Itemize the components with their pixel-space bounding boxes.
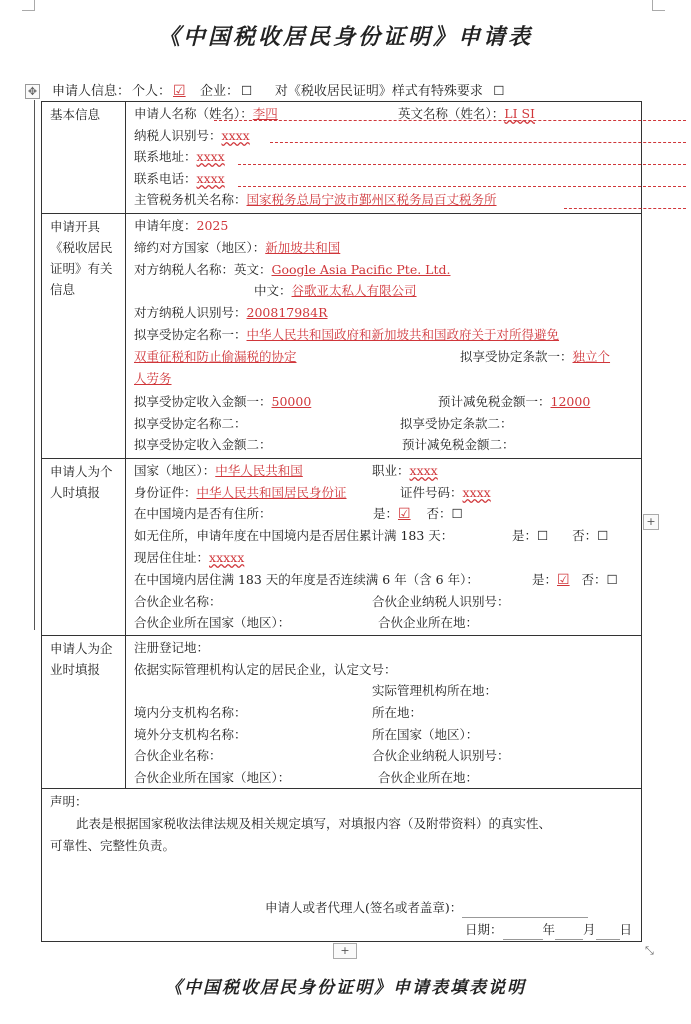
ent-partner-country-label: 合伙企业所在国家（地区）： [134, 770, 291, 785]
day-unit: 日 [619, 922, 633, 937]
phone-line [134, 169, 225, 189]
applicant-info-row [52, 80, 506, 99]
article1-value-b[interactable]: 人劳务 [134, 371, 172, 386]
tax-id-value[interactable]: xxxx [221, 128, 250, 143]
residence-no-label: 否： [426, 506, 452, 521]
date-year-field[interactable] [503, 919, 543, 940]
address-value[interactable]: xxxx [196, 149, 225, 164]
treaty-country-line [134, 238, 340, 258]
enterprise-section [42, 636, 641, 789]
individual-label: 申请人为个人时填报 [42, 459, 126, 635]
income1-line [134, 392, 311, 412]
date-day-field[interactable] [596, 919, 620, 940]
treaty-country-label: 缔约对方国家（地区）： [134, 240, 266, 255]
tax-reduction1-value[interactable]: 12000 [550, 394, 591, 409]
ind-partner-location-label: 合伙企业所在地： [378, 615, 479, 630]
id-type-value[interactable]: 中华人民共和国居民身份证 [196, 485, 347, 500]
counterparty-cn-label: 中文： [254, 283, 292, 298]
table-move-icon[interactable]: ✥ [25, 84, 40, 99]
reg-label: 注册登记地： [134, 640, 210, 655]
year-label: 申请年度： [134, 218, 197, 233]
applicant-info-label: 申请人信息： [52, 84, 131, 99]
name-value[interactable]: 李四 [252, 106, 278, 121]
income2-label: 拟享受协定收入金额二： [134, 437, 272, 452]
days183-yes-label: 是： [512, 528, 538, 543]
tax-id-line [134, 126, 250, 146]
special-format-label: 对《税收居民证明》样式有特殊要求 [274, 84, 483, 99]
treaty1-line [134, 325, 559, 345]
location-label: 所在地： [372, 705, 423, 720]
counterparty-id-value[interactable]: 200817984R [246, 305, 328, 320]
signature-field[interactable] [462, 897, 588, 918]
article1-line [460, 347, 610, 367]
article2-label: 拟享受协定条款二： [400, 416, 513, 431]
current-address-value[interactable]: xxxxx [209, 550, 245, 565]
page-corner-mark-right [652, 0, 665, 11]
counterparty-cn-line [254, 281, 417, 301]
residence-yes-label: 是： [373, 506, 399, 521]
tax-reduction1-line [438, 392, 590, 412]
article1-value-a[interactable]: 独立个 [572, 349, 611, 364]
counterparty-id-line [134, 303, 328, 323]
authority-label: 主管税务机关名称： [134, 192, 247, 207]
income1-label: 拟享受协定收入金额一： [134, 394, 272, 409]
ent-partner-location-label: 合伙企业所在地： [378, 770, 479, 785]
special-format-checkbox[interactable]: ☐ [493, 83, 505, 98]
personal-checkbox[interactable]: ☑ [173, 83, 186, 99]
page-title: 《中国税收居民身份证明》申请表 [157, 24, 533, 50]
treaty-country-value[interactable]: 新加坡共和国 [265, 240, 341, 255]
address-label: 联系地址： [134, 149, 197, 164]
en-name-label: 英文名称（姓名）： [398, 106, 505, 121]
enterprise-checkbox[interactable]: ☐ [241, 83, 253, 98]
six-year-yes-checkbox[interactable]: ☑ [557, 572, 570, 588]
page-corner-mark-left [22, 0, 35, 11]
phone-value[interactable]: xxxx [196, 171, 225, 186]
job-label: 职业： [372, 463, 410, 478]
residence-options [373, 504, 463, 524]
enterprise-label: 企业： [200, 84, 240, 99]
date-month-field[interactable] [555, 919, 583, 940]
residence-question: 在中国境内是否有住所： [134, 506, 272, 521]
authority-line [134, 190, 497, 210]
name-line [134, 104, 278, 124]
signature-label: 申请人或者代理人(签名或者盖章)： [265, 900, 463, 915]
basic-info-section [42, 102, 641, 214]
instructions-title: 《中国税收居民身份证明》申请表填表说明 [165, 978, 526, 998]
treaty1-label: 拟享受协定名称一： [134, 327, 247, 342]
treaty1-line-b [134, 347, 297, 367]
application-form-table [41, 101, 642, 942]
individual-section [42, 459, 641, 636]
residence-no-checkbox[interactable]: ☐ [451, 506, 463, 521]
table-resize-icon[interactable]: ⤡ [645, 944, 654, 957]
declaration-text-a: 此表是根据国家税收法律法规及相关规定填写，对填报内容（及附带资料）的真实性、 [76, 816, 552, 831]
job-value[interactable]: xxxx [409, 463, 438, 478]
guide-line-1 [214, 120, 686, 121]
foreign-country-label: 所在国家（地区）： [372, 727, 479, 742]
id-num-value[interactable]: xxxx [462, 485, 491, 500]
six-year-question: 在中国境内居住满 183 天的年度是否连续满 6 年（含 6 年）： [134, 572, 479, 587]
article1-label: 拟享受协定条款一： [460, 349, 573, 364]
phone-label: 联系电话： [134, 171, 197, 186]
counterparty-en-value[interactable]: Google Asia Pacific Pte. Ltd. [271, 262, 451, 277]
days183-no-label: 否： [572, 528, 598, 543]
guide-line-3 [238, 164, 686, 165]
job-line [372, 461, 438, 481]
counterparty-label: 对方纳税人名称：英文： [134, 262, 272, 277]
date-label: 日期： [465, 922, 503, 937]
six-year-no-checkbox[interactable]: ☐ [606, 572, 618, 587]
current-address-line [134, 548, 244, 568]
declaration-label: 声明： [50, 794, 88, 809]
add-row-icon[interactable]: + [333, 943, 357, 959]
days183-yes-checkbox[interactable]: ☐ [537, 528, 549, 543]
tax-reduction2-label: 预计减免税金额二： [402, 437, 515, 452]
name-label: 申请人名称（姓名）： [134, 106, 253, 121]
issuance-section [42, 214, 641, 459]
issuance-label: 申请开具《税收居民证明》有关信息 [42, 214, 126, 458]
month-unit: 月 [583, 922, 596, 937]
ent-partner-name-label: 合伙企业名称： [134, 748, 222, 763]
en-name-line [398, 104, 535, 124]
ent-partner-id-label: 合伙企业纳税人识别号： [372, 748, 510, 763]
mgmt-location-label: 实际管理机构所在地： [372, 683, 498, 698]
en-name-value[interactable]: LI SI [504, 106, 535, 121]
income1-value[interactable]: 50000 [271, 394, 312, 409]
counterparty-en-line [134, 260, 450, 280]
guide-line-5 [564, 208, 686, 209]
treaty1-value-b[interactable]: 双重征税和防止偷漏税的协定 [134, 349, 297, 364]
domestic-branch-label: 境内分支机构名称： [134, 705, 247, 720]
nation-label: 国家（地区）： [134, 463, 216, 478]
basic-info-label: 基本信息 [42, 102, 126, 213]
declaration-text-b: 可靠性、完整性负责。 [50, 838, 176, 853]
declaration-section [42, 789, 641, 941]
personal-label: 个人： [132, 84, 172, 99]
year-value[interactable]: 2025 [196, 218, 229, 233]
six-year-no-label: 否： [581, 572, 607, 587]
treaty2-label: 拟享受协定名称二： [134, 416, 247, 431]
tax-id-label: 纳税人识别号： [134, 128, 222, 143]
six-year-options [532, 570, 618, 590]
ind-partner-id-label: 合伙企业纳税人识别号： [372, 594, 510, 609]
nation-value[interactable]: 中华人民共和国 [215, 463, 303, 478]
id-type-label: 身份证件： [134, 485, 197, 500]
id-num-line [400, 483, 491, 503]
days183-no-checkbox[interactable]: ☐ [597, 528, 609, 543]
signature-line [265, 897, 588, 918]
current-address-label: 现居住住址： [134, 550, 210, 565]
id-type-line [134, 483, 347, 503]
enterprise-label: 申请人为企业时填报 [42, 636, 126, 788]
counterparty-cn-value[interactable]: 谷歌亚太私人有限公司 [291, 283, 417, 298]
guide-line-4 [238, 186, 686, 187]
guide-line-2 [270, 142, 686, 143]
article1-line-b [134, 369, 172, 389]
vertical-ruler [34, 100, 35, 630]
year-unit: 年 [542, 922, 556, 937]
nation-line [134, 461, 303, 481]
address-line [134, 147, 225, 167]
id-num-label: 证件号码： [400, 485, 463, 500]
days183-options [512, 526, 608, 546]
residence-yes-checkbox[interactable]: ☑ [398, 506, 411, 522]
ind-partner-country-label: 合伙企业所在国家（地区）： [134, 615, 291, 630]
foreign-branch-label: 境外分支机构名称： [134, 727, 247, 742]
days183-question: 如无住所，申请年度在中国境内是否居住累计满 183 天： [134, 528, 454, 543]
resident-label: 依据实际管理机构认定的居民企业，认定文号： [134, 662, 397, 677]
year-line [134, 216, 228, 236]
ind-partner-name-label: 合伙企业名称： [134, 594, 222, 609]
add-column-icon[interactable]: + [643, 514, 659, 530]
six-year-yes-label: 是： [532, 572, 558, 587]
treaty1-value-a[interactable]: 中华人民共和国政府和新加坡共和国政府关于对所得避免 [246, 327, 560, 342]
authority-value[interactable]: 国家税务总局宁波市鄞州区税务局百丈税务所 [246, 192, 497, 207]
counterparty-id-label: 对方纳税人识别号： [134, 305, 247, 320]
tax-reduction1-label: 预计减免税金额一： [438, 394, 551, 409]
date-line [465, 919, 632, 940]
